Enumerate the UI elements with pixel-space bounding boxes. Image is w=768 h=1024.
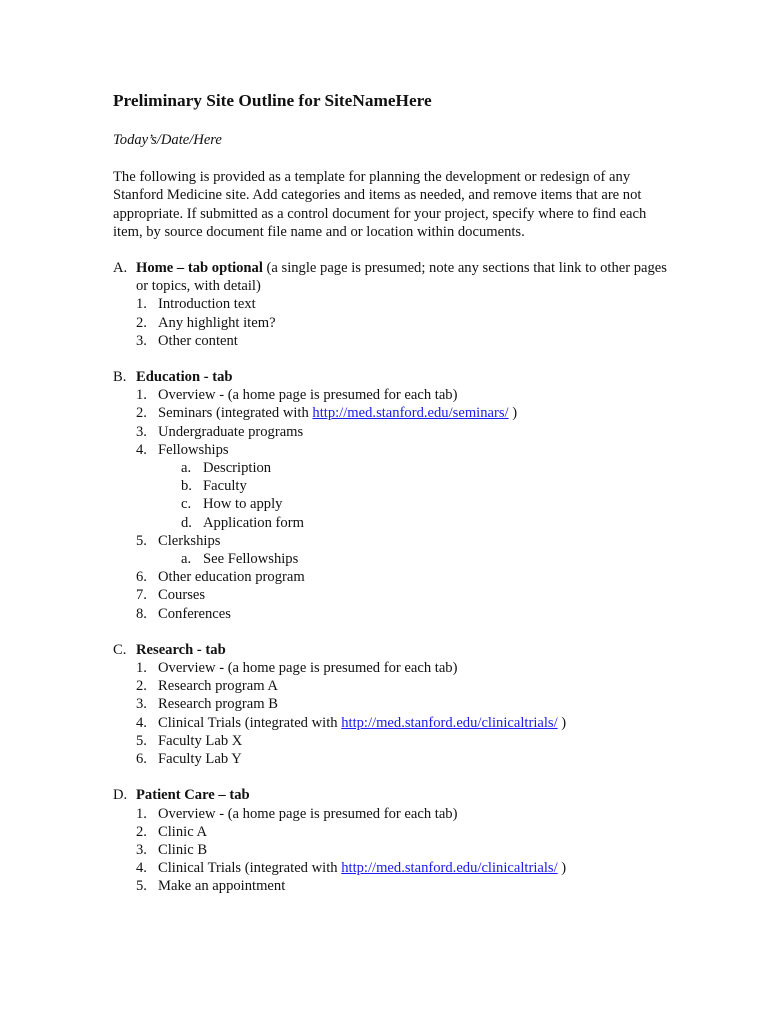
list-item [136,877,673,895]
item-link[interactable]: http://med.stanford.edu/clinicaltrials/ [341,860,558,877]
item-text: Undergraduate programs [158,423,304,440]
section-note: (a single page is presumed; note any sections that link to other pages or topics, with detail) [136,260,667,295]
sub-item-letter: b. [181,478,192,495]
section-title: Home – tab optional [136,260,263,277]
item-text: Introduction text [158,296,256,313]
sub-list-item [181,477,673,495]
item-text: Clinical Trials (integrated with [158,714,342,731]
item-text: Research program A [158,678,278,695]
item-number: 3. [136,841,147,858]
section-heading [113,368,673,386]
item-text: Overview - (a home page is presumed for each tab) [158,387,458,404]
section-title: Research - tab [136,641,226,658]
item-text: Seminars (integrated with [158,405,313,422]
list-item [136,805,673,823]
item-number: 6. [136,569,147,586]
sub-item-letter: c. [181,496,192,513]
intro-paragraph: The following is provided as a template for planning the development or redesign of any Stanford Medicine site. Add categories and items as needed, and remove items that are not appropriate. If submitted as a control document for your project, specify where to find each item, by source document file name and or location within documents. [113,169,647,240]
sub-item-text: How to apply [203,496,283,513]
section-heading [113,641,673,659]
section-item-list [113,805,673,896]
section-item-list [113,659,673,768]
item-text: Clerkships [158,532,221,549]
list-item [136,659,673,677]
sub-item-letter: a. [181,551,192,568]
section-item-list [113,386,673,623]
list-item [136,750,673,768]
list-item [136,695,673,713]
item-text: Courses [158,587,206,604]
list-item [136,732,673,750]
sub-item-text: Faculty [203,478,247,495]
list-item [136,423,673,441]
item-number: 4. [136,860,147,877]
item-number: 1. [136,805,147,822]
document-page [113,90,673,896]
list-item [136,314,673,332]
sub-list-item [181,514,673,532]
sub-item-letter: a. [181,460,192,477]
document-date: Today’s/Date/Here [113,132,222,148]
sub-item-text: Application form [203,514,304,531]
outline-section [113,786,673,895]
outline-section [113,641,673,768]
item-text: Faculty Lab Y [158,751,242,768]
section-letter: C. [113,641,127,658]
item-number: 1. [136,387,147,404]
item-number: 5. [136,532,147,549]
sub-list-item [181,495,673,513]
outline-section [113,368,673,623]
list-item [136,404,673,422]
item-link[interactable]: http://med.stanford.edu/clinicaltrials/ [341,714,558,731]
list-item [136,823,673,841]
item-text-after: ) [557,714,567,731]
item-number: 2. [136,405,147,422]
item-number: 6. [136,751,147,768]
item-number: 1. [136,296,147,313]
item-text: Fellowships [158,441,229,458]
sub-item-list [158,550,673,568]
list-item [136,841,673,859]
sub-item-letter: d. [181,514,192,531]
sub-list-item [181,459,673,477]
item-text: Clinic A [158,823,208,840]
item-number: 2. [136,823,147,840]
section-title: Education - tab [136,369,233,386]
section-letter: D. [113,787,128,804]
item-text: Faculty Lab X [158,732,243,749]
section-heading [113,786,673,804]
item-number: 4. [136,441,147,458]
list-item [136,441,673,532]
list-item [136,859,673,877]
item-number: 8. [136,605,147,622]
section-letter: B. [113,369,127,386]
item-number: 3. [136,423,147,440]
section-title: Patient Care – tab [136,787,250,804]
outline-section [113,259,673,350]
list-item [136,586,673,604]
item-number: 4. [136,714,147,731]
list-item [136,532,673,568]
outline-sections [113,259,673,896]
item-text: Overview - (a home page is presumed for each tab) [158,805,458,822]
item-number: 1. [136,660,147,677]
item-text: Research program B [158,696,278,713]
item-number: 5. [136,732,147,749]
item-number: 2. [136,314,147,331]
list-item [136,386,673,404]
list-item [136,677,673,695]
item-text: Other content [158,332,238,349]
sub-item-list [158,459,673,532]
list-item [136,295,673,313]
item-text: Any highlight item? [158,314,276,331]
sub-item-text: See Fellowships [203,551,299,568]
item-text-after: ) [508,405,518,422]
document-title: Preliminary Site Outline for SiteNameHere [113,91,432,110]
item-number: 3. [136,696,147,713]
list-item [136,714,673,732]
list-item [136,568,673,586]
item-text: Other education program [158,569,305,586]
item-text: Overview - (a home page is presumed for each tab) [158,660,458,677]
item-text: Conferences [158,605,231,622]
item-text-after: ) [557,860,567,877]
item-number: 5. [136,878,147,895]
item-number: 2. [136,678,147,695]
item-text: Make an appointment [158,878,286,895]
sub-list-item [181,550,673,568]
item-link[interactable]: http://med.stanford.edu/seminars/ [312,405,509,422]
section-heading [113,259,673,295]
item-text: Clinical Trials (integrated with [158,860,342,877]
item-text: Clinic B [158,841,208,858]
list-item [136,605,673,623]
list-item [136,332,673,350]
section-letter: A. [113,260,128,277]
section-item-list [113,295,673,350]
sub-item-text: Description [203,460,272,477]
item-number: 3. [136,332,147,349]
item-number: 7. [136,587,147,604]
